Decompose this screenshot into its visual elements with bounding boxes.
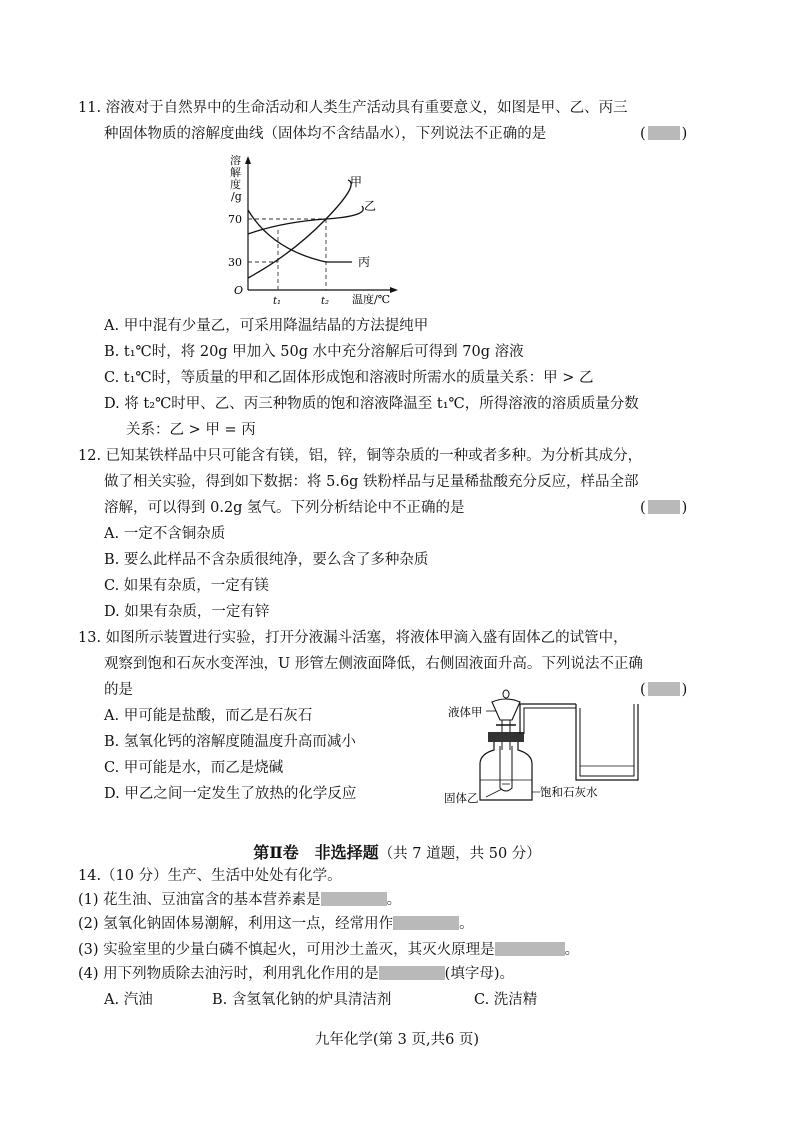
y-axis-label-4: /g (231, 190, 242, 203)
q11-option-a[interactable]: A. 甲中混有少量乙，可采用降温结晶的方法提纯甲 (104, 318, 429, 334)
origin-label: O (234, 284, 244, 297)
q14-part3 (78, 940, 579, 960)
u-tube-inner (580, 704, 634, 776)
q11-option-c[interactable]: C. t₁℃时，等质量的甲和乙固体形成饱和溶液时所需水的质量关系：甲 > 乙 (104, 370, 594, 386)
q13-answer-bracket: ( ) (640, 682, 688, 698)
label-yi: 乙 (364, 199, 377, 213)
q11-option-d-cont: 关系：乙 > 甲 = 丙 (126, 422, 256, 438)
q11-stem-line1: 11. 溶液对于自然界中的生命活动和人类生产活动具有重要意义，如图是甲、乙、丙三 (78, 100, 628, 116)
q13-stem-line2: 观察到饱和石灰水变浑浊，U 形管左侧液面降低，右侧固液面升高。下列说法不正确 (104, 656, 643, 672)
q14-part1-blank[interactable] (321, 892, 387, 906)
q12-stem-line3: 溶解，可以得到 0.2g 氢气。下列分析结论中不正确的是 (104, 500, 465, 516)
q14-part2-text: (2) 氢氧化钠固体易潮解，利用这一点，经常用作 (78, 916, 394, 932)
y-axis-label-3: 度 (230, 178, 241, 191)
section-title-main: 第Ⅱ卷 非选择题 (253, 843, 379, 862)
q14-part2-end: 。 (459, 916, 474, 932)
separatory-funnel (492, 699, 520, 720)
y-axis-arrow (245, 156, 251, 164)
x-tick-t2: t₂ (321, 296, 330, 307)
answer-blank[interactable] (648, 126, 680, 140)
q14-part3-end: 。 (564, 942, 580, 958)
y-tick-30: 30 (228, 256, 242, 269)
solid-label: 固体乙 (444, 791, 479, 805)
section-title (0, 840, 794, 863)
x-tick-t1: t₁ (273, 296, 282, 307)
q11-answer-bracket: ( ) (640, 126, 688, 142)
q12-stem-line2: 做了相关实验，得到如下数据：将 5.6g 铁粉样品与足量稀盐酸充分反应，样品全部 (104, 474, 639, 490)
q11-option-d[interactable]: D. 将 t₂℃时甲、乙、丙三种物质的饱和溶液降温至 t₁℃，所得溶液的溶质质量分数 (104, 396, 639, 412)
y-tick-70: 70 (228, 213, 242, 226)
q13-stem-line1: 13. 如图所示装置进行实验，打开分液漏斗活塞，将液体甲滴入盛有固体乙的试管中， (78, 630, 628, 646)
q14-option-b[interactable]: B. 含氢氧化钠的炉具清洁剂 (212, 992, 392, 1008)
funnel-stopper (503, 690, 509, 698)
q14-part4-blank[interactable] (379, 966, 445, 980)
q13-option-d[interactable]: D. 甲乙之间一定发生了放热的化学反应 (104, 786, 357, 802)
y-axis-label-1: 溶 (230, 154, 241, 167)
curve-yi (248, 206, 363, 234)
q13-stem-line3: 的是 (104, 682, 133, 698)
apparatus-diagram (440, 680, 660, 810)
q13-option-a[interactable]: A. 甲可能是盐酸，而乙是石灰石 (104, 708, 313, 724)
page-footer: 九年化学(第 3 页,共6 页) (314, 1032, 480, 1048)
q12-option-b[interactable]: B. 要么此样品不含杂质很纯净，要么含了多种杂质 (104, 552, 429, 568)
y-axis-label-2: 解 (230, 166, 241, 179)
q14-part4-text: (4) 用下列物质除去油污时，利用乳化作用的是 (78, 966, 379, 982)
answer-blank[interactable] (648, 500, 680, 514)
gas-tube-inner (524, 708, 576, 734)
q14-part1-text: (1) 花生油、豆油富含的基本营养素是 (78, 892, 321, 908)
solubility-graph (222, 150, 412, 310)
x-axis-label: 温度/℃ (352, 293, 391, 306)
q13-option-c[interactable]: C. 甲可能是水，而乙是烧碱 (104, 760, 284, 776)
q11-option-b[interactable]: B. t₁℃时，将 20g 甲加入 50g 水中充分溶解后可得到 70g 溶液 (104, 344, 524, 360)
label-bing: 丙 (358, 255, 371, 269)
q12-option-d[interactable]: D. 如果有杂质，一定有锌 (104, 604, 270, 620)
q12-option-a[interactable]: A. 一定不含铜杂质 (104, 526, 226, 542)
limewater-label: 饱和石灰水 (540, 785, 598, 799)
q14-part3-text: (3) 实验室里的少量白磷不慎起火，可用沙土盖灭，其灭火原理是 (78, 942, 495, 958)
q11-stem-line2: 种固体物质的溶解度曲线（固体均不含结晶水），下列说法不正确的是 (104, 126, 547, 142)
q14-part1 (78, 890, 401, 910)
q14-part1-end: 。 (386, 892, 402, 908)
u-tube-outer (576, 704, 638, 780)
q14-option-c[interactable]: C. 洗洁精 (474, 992, 538, 1008)
liquid-label: 液体甲 (448, 705, 483, 719)
q14-part4-end: (填字母)。 (444, 966, 514, 982)
q14-part2 (78, 914, 474, 934)
q14-option-a[interactable]: A. 汽油 (104, 992, 153, 1008)
q12-stem-line1: 12. 已知某铁样品中只可能含有镁，铝，锌，铜等杂质的一种或者多种。为分析其成分， (78, 448, 643, 464)
label-jia: 甲 (350, 175, 363, 189)
rubber-stopper (488, 732, 524, 742)
q14-part2-blank[interactable] (393, 916, 459, 930)
q14-stem: 14.（10 分）生产、生活中处处有化学。 (78, 868, 342, 884)
x-axis-arrow (390, 287, 398, 293)
q12-option-c[interactable]: C. 如果有杂质，一定有镁 (104, 578, 269, 594)
section-subtitle: （共 7 道题，共 50 分） (378, 846, 541, 862)
q13-option-b[interactable]: B. 氢氧化钙的溶解度随温度升高而减小 (104, 734, 356, 750)
q12-answer-bracket: ( ) (640, 500, 688, 516)
q14-part3-blank[interactable] (495, 942, 565, 956)
q14-part4 (78, 964, 514, 984)
